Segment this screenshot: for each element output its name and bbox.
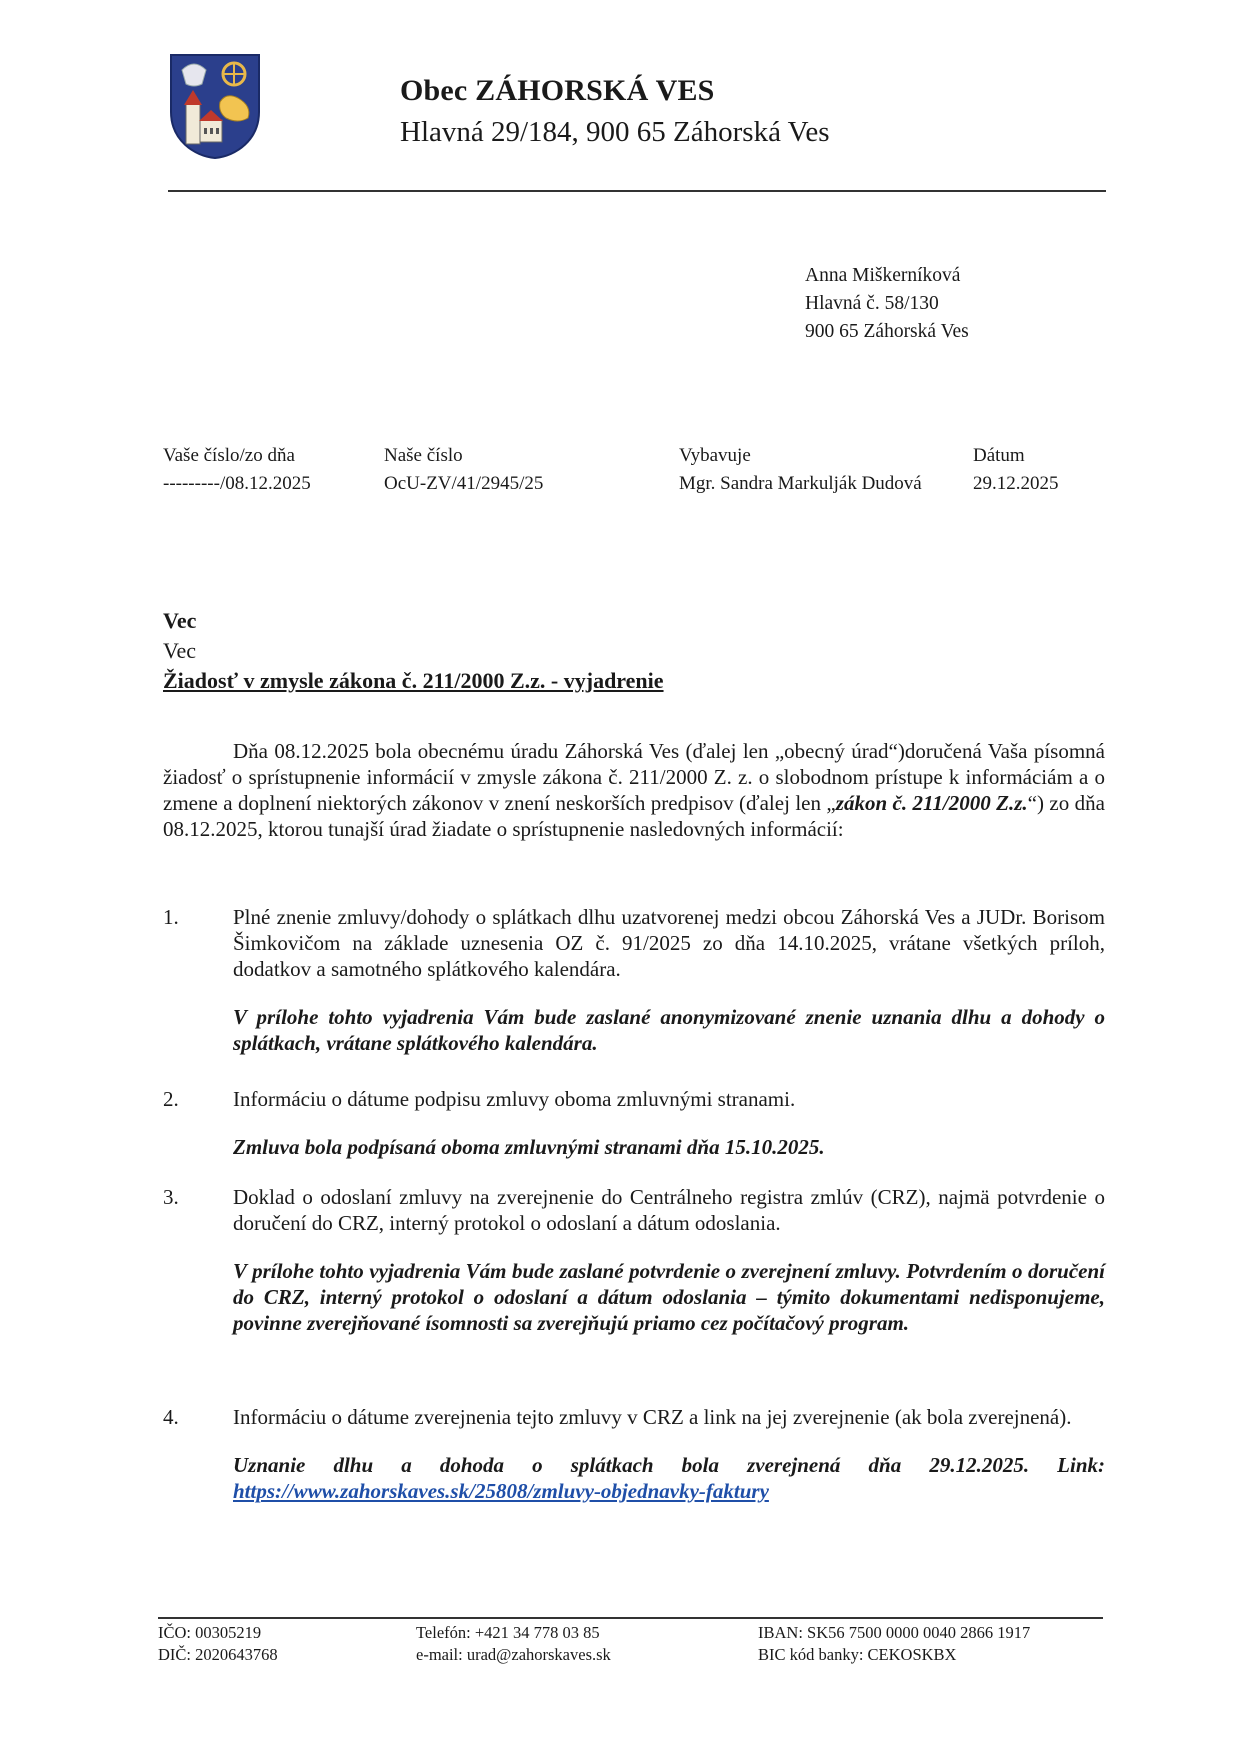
recipient-address-block xyxy=(805,262,969,346)
our-reference xyxy=(384,442,543,498)
handled-by xyxy=(679,442,922,498)
footer-bank xyxy=(758,1622,1030,1666)
subject-block xyxy=(163,606,664,696)
request-item-3 xyxy=(163,1184,1105,1336)
footer-divider xyxy=(158,1617,1103,1619)
handled-by-label: Vybavuje xyxy=(679,445,751,466)
footer-contact xyxy=(416,1622,611,1666)
municipality-name: Obec ZÁHORSKÁ VES xyxy=(400,74,715,107)
your-reference xyxy=(163,442,311,498)
item-number: 1. xyxy=(163,905,179,929)
our-reference-label: Naše číslo xyxy=(384,445,463,466)
recipient-city: 900 65 Záhorská Ves xyxy=(805,321,969,342)
item-answer: V prílohe tohto vyjadrenia Vám bude zaslané anonymizované znenie uznania dlhu a dohody o splátkach, vrátane splátkového kalendára. xyxy=(233,1005,1105,1055)
your-reference-value: ---------/08.12.2025 xyxy=(163,473,311,494)
letter-date xyxy=(973,442,1059,498)
request-item-4 xyxy=(163,1404,1105,1504)
ico: IČO: 00305219 xyxy=(158,1623,262,1642)
item-answer xyxy=(233,1452,1105,1504)
intro-paragraph xyxy=(163,738,1105,842)
subject-heading: Vec xyxy=(163,608,197,633)
intro-text-part2: “) zo dňa 08.12.2025, ktorou tunajší úrad žiadate o sprístupnenie nasledovných informácií: xyxy=(163,791,1105,841)
item-answer-text: Uznanie dlhu a dohoda o splátkach bola zverejnená dňa 29.12.2025. Link: xyxy=(233,1453,1105,1477)
date-label: Dátum xyxy=(973,445,1025,466)
item-request: Informáciu o dátume zverejnenia tejto zmluvy v CRZ a link na jej zverejnenie (ak bola zverejnená). xyxy=(233,1405,1072,1429)
contracts-link[interactable]: https://www.zahorskaves.sk/25808/zmluvy-objednavky-faktury xyxy=(233,1479,769,1503)
item-request: Plné znenie zmluvy/dohody o splátkach dlhu uzatvorenej medzi obcou Záhorská Ves a JUDr. Borisom Šimkovičom na základe uznesenia OZ č. 91/2025 zo dňa 14.10.2025, vrátane všetkých príloh, dodatkov a samotného splátkového kalendára. xyxy=(233,905,1105,981)
coat-of-arms-icon xyxy=(168,52,262,160)
item-request: Informáciu o dátume podpisu zmluvy oboma zmluvnými stranami. xyxy=(233,1087,796,1111)
request-item-1 xyxy=(163,904,1105,1056)
law-reference: zákon č. 211/2000 Z.z. xyxy=(835,791,1028,815)
subject-heading-repeat: Vec xyxy=(163,638,196,663)
iban: IBAN: SK56 7500 0000 0040 2866 1917 xyxy=(758,1623,1031,1642)
your-reference-label: Vaše číslo/zo dňa xyxy=(163,445,295,466)
item-number: 3. xyxy=(163,1185,179,1209)
our-reference-value: OcU-ZV/41/2945/25 xyxy=(384,473,544,494)
item-number: 4. xyxy=(163,1405,179,1429)
recipient-street: Hlavná č. 58/130 xyxy=(805,293,939,314)
recipient-name: Anna Miškerníková xyxy=(805,265,961,286)
email: e-mail: urad@zahorskaves.sk xyxy=(416,1645,611,1664)
dic: DIČ: 2020643768 xyxy=(158,1645,278,1664)
subject-title: Žiadosť v zmysle zákona č. 211/2000 Z.z. - vyjadrenie xyxy=(163,668,664,693)
municipality-address: Hlavná 29/184, 900 65 Záhorská Ves xyxy=(400,116,830,148)
item-answer: Zmluva bola podpísaná oboma zmluvnými stranami dňa 15.10.2025. xyxy=(233,1135,825,1159)
item-answer: V prílohe tohto vyjadrenia Vám bude zaslané potvrdenie o zverejnení zmluvy. Potvrdením o doručení do CRZ, interný protokol o odoslaní a dátum odoslania – týmito dokumentami nedisponujeme, povinne zverejňované ísomnosti sa zverejňujú priamo cez počítačový program. xyxy=(233,1259,1105,1335)
footer-ids xyxy=(158,1622,278,1666)
date-value: 29.12.2025 xyxy=(973,473,1059,494)
bic: BIC kód banky: CEKOSKBX xyxy=(758,1645,957,1664)
item-request: Doklad o odoslaní zmluvy na zverejnenie do Centrálneho registra zmlúv (CRZ), najmä potvrdenie o doručení do CRZ, interný protokol o odoslaní a dátum odoslania. xyxy=(233,1185,1105,1235)
phone: Telefón: +421 34 778 03 85 xyxy=(416,1623,600,1642)
intro-text-part1: Dňa 08.12.2025 bola obecnému úradu Záhorská Ves (ďalej len „obecný úrad“)doručená Vaša písomná žiadosť o sprístupnenie informácií v zmysle zákona č. 211/2000 Z. z. o slobodnom prístupe k informáciám a o zmene a doplnení niektorých zákonov v znení neskorších predpisov (ďalej len „ xyxy=(163,739,1105,815)
request-item-2 xyxy=(163,1086,1105,1160)
header-divider xyxy=(168,190,1106,192)
item-number: 2. xyxy=(163,1087,179,1111)
handled-by-value: Mgr. Sandra Markulják Dudová xyxy=(679,473,922,494)
